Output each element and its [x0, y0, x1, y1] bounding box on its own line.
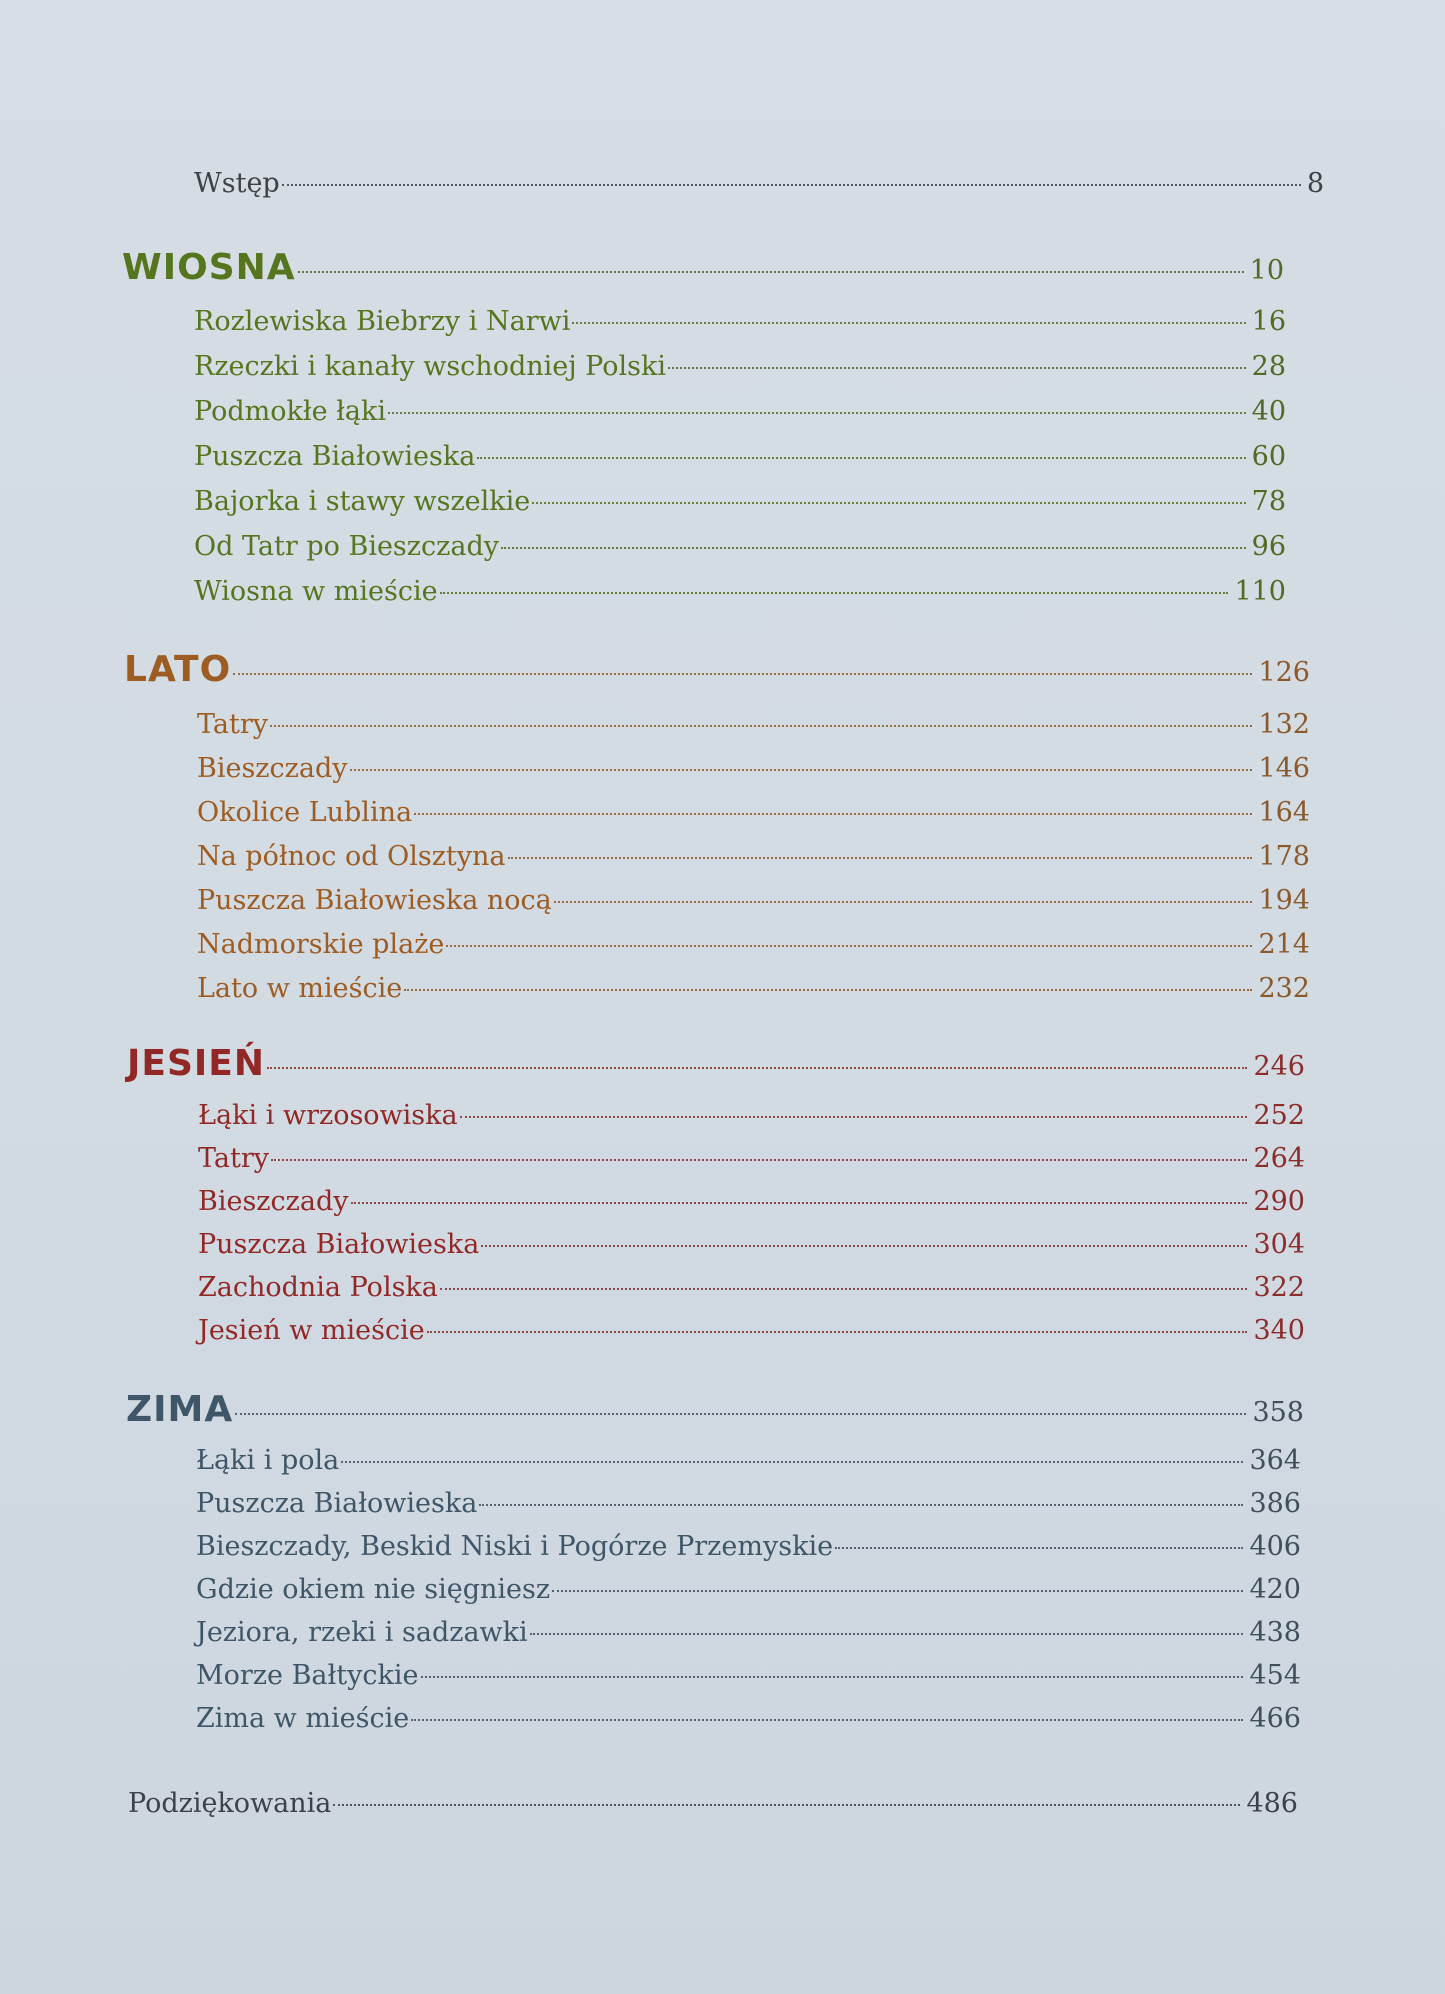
- dot-leader: [333, 1804, 1240, 1806]
- dot-leader: [668, 367, 1246, 369]
- entry-page: 28: [1251, 351, 1286, 382]
- toc-entry[interactable]: [197, 753, 1310, 785]
- toc-entry[interactable]: [198, 1100, 1305, 1132]
- entry-page: 386: [1249, 1488, 1301, 1519]
- entry-page: 486: [1246, 1788, 1298, 1819]
- entry-page: 110: [1234, 576, 1286, 607]
- entry-label: Podziękowania: [128, 1788, 332, 1819]
- entry-page: 322: [1253, 1272, 1305, 1303]
- dot-leader: [421, 1676, 1244, 1678]
- entry-label: Bajorka i stawy wszelkie: [194, 486, 531, 517]
- dot-leader: [479, 1504, 1243, 1506]
- dot-leader: [350, 769, 1253, 771]
- entry-page: 146: [1258, 753, 1310, 784]
- entry-label: Bieszczady, Beskid Niski i Pogórze Przemyskie: [196, 1531, 834, 1562]
- toc-entry[interactable]: [196, 1574, 1301, 1606]
- dot-leader: [446, 945, 1252, 947]
- toc-entry-acknowledgements[interactable]: [128, 1788, 1298, 1820]
- entry-label: Puszcza Białowieska: [198, 1229, 480, 1260]
- entry-label: Na północ od Olsztyna: [197, 841, 506, 872]
- dot-leader: [235, 1413, 1246, 1415]
- dot-leader: [501, 547, 1246, 549]
- toc-entry-intro[interactable]: [194, 168, 1324, 200]
- entry-page: 232: [1258, 973, 1310, 1004]
- entry-label: Tatry: [198, 1143, 270, 1174]
- entry-page: 78: [1251, 486, 1286, 517]
- entry-label: Gdzie okiem nie sięgniesz: [196, 1574, 551, 1605]
- section-title: WIOSNA: [122, 247, 296, 288]
- entry-page: 406: [1249, 1531, 1301, 1562]
- toc-entry[interactable]: [196, 1660, 1301, 1692]
- section-page: 126: [1258, 657, 1310, 688]
- entry-label: Rzeczki i kanały wschodniej Polski: [194, 351, 666, 382]
- entry-label: Lato w mieście: [197, 973, 403, 1004]
- dot-leader: [414, 813, 1252, 815]
- section-heading-jesien[interactable]: [127, 1042, 1305, 1085]
- entry-label: Bieszczady: [198, 1186, 349, 1217]
- entry-page: 96: [1251, 531, 1286, 562]
- section-heading-lato[interactable]: [124, 648, 1310, 691]
- toc-entry[interactable]: [194, 396, 1286, 428]
- dot-leader: [270, 725, 1252, 727]
- dot-leader: [440, 592, 1229, 594]
- entry-label: Tatry: [197, 709, 269, 740]
- dot-leader: [282, 184, 1301, 186]
- dot-leader: [411, 1719, 1243, 1721]
- entry-page: 364: [1249, 1445, 1301, 1476]
- entry-label: Rozlewiska Biebrzy i Narwi: [194, 306, 571, 337]
- entry-page: 264: [1253, 1143, 1305, 1174]
- entry-page: 420: [1249, 1574, 1301, 1605]
- toc-entry[interactable]: [197, 885, 1310, 917]
- entry-page: 252: [1253, 1100, 1305, 1131]
- entry-label: Łąki i pola: [196, 1445, 340, 1476]
- dot-leader: [267, 1067, 1247, 1069]
- toc-entry[interactable]: [194, 486, 1286, 518]
- toc-entry[interactable]: [197, 797, 1310, 829]
- section-title: ZIMA: [126, 1389, 234, 1430]
- toc-entry[interactable]: [197, 973, 1310, 1005]
- entry-page: 132: [1258, 709, 1310, 740]
- section-heading-wiosna[interactable]: [122, 246, 1284, 289]
- dot-leader: [404, 989, 1252, 991]
- entry-page: 214: [1258, 929, 1310, 960]
- entry-label: Wstęp: [194, 168, 280, 199]
- dot-leader: [477, 457, 1245, 459]
- toc-entry[interactable]: [198, 1143, 1305, 1175]
- dot-leader: [298, 271, 1244, 273]
- toc-entry[interactable]: [197, 841, 1310, 873]
- toc-entry[interactable]: [194, 441, 1286, 473]
- dot-leader: [552, 1590, 1243, 1592]
- dot-leader: [835, 1547, 1243, 1549]
- section-title: JESIEŃ: [127, 1043, 266, 1084]
- entry-label: Puszcza Białowieska nocą: [197, 885, 552, 916]
- toc-entry[interactable]: [198, 1186, 1305, 1218]
- dot-leader: [388, 412, 1246, 414]
- entry-label: Okolice Lublina: [197, 797, 413, 828]
- entry-page: 178: [1258, 841, 1310, 872]
- section-title: LATO: [124, 649, 232, 690]
- dot-leader: [508, 857, 1253, 859]
- entry-page: 60: [1251, 441, 1286, 472]
- entry-page: 438: [1249, 1617, 1301, 1648]
- entry-page: 164: [1258, 797, 1310, 828]
- dot-leader: [481, 1245, 1247, 1247]
- toc-entry[interactable]: [197, 709, 1310, 741]
- entry-label: Zachodnia Polska: [198, 1272, 438, 1303]
- toc-entry[interactable]: [194, 531, 1286, 563]
- toc-entry[interactable]: [196, 1617, 1301, 1649]
- toc-entry[interactable]: [194, 576, 1286, 608]
- entry-page: 194: [1258, 885, 1310, 916]
- entry-label: Jesień w mieście: [198, 1315, 425, 1346]
- dot-leader: [530, 1633, 1244, 1635]
- entry-page: 8: [1306, 168, 1324, 199]
- toc-entry[interactable]: [198, 1315, 1305, 1347]
- entry-page: 304: [1253, 1229, 1305, 1260]
- toc-entry[interactable]: [198, 1272, 1305, 1304]
- toc-entry[interactable]: [196, 1445, 1301, 1477]
- entry-label: Od Tatr po Bieszczady: [194, 531, 499, 562]
- entry-label: Puszcza Białowieska: [196, 1488, 478, 1519]
- dot-leader: [572, 322, 1245, 324]
- entry-page: 466: [1249, 1703, 1301, 1734]
- entry-label: Wiosna w mieście: [194, 576, 438, 607]
- entry-label: Morze Bałtyckie: [196, 1660, 419, 1691]
- dot-leader: [427, 1331, 1248, 1333]
- entry-page: 40: [1251, 396, 1286, 427]
- entry-label: Puszcza Białowieska: [194, 441, 476, 472]
- entry-label: Nadmorskie plaże: [197, 929, 445, 960]
- toc-entry[interactable]: [196, 1531, 1301, 1563]
- entry-page: 290: [1253, 1186, 1305, 1217]
- entry-label: Podmokłe łąki: [194, 396, 386, 427]
- dot-leader: [554, 901, 1253, 903]
- dot-leader: [440, 1288, 1248, 1290]
- dot-leader: [351, 1202, 1248, 1204]
- dot-leader: [341, 1461, 1243, 1463]
- section-page: 358: [1252, 1397, 1304, 1428]
- toc-entry[interactable]: [194, 306, 1286, 338]
- toc-entry[interactable]: [197, 929, 1310, 961]
- dot-leader: [532, 502, 1245, 504]
- entry-page: 16: [1251, 306, 1286, 337]
- toc-entry[interactable]: [194, 351, 1286, 383]
- entry-label: Zima w mieście: [196, 1703, 410, 1734]
- dot-leader: [271, 1159, 1247, 1161]
- toc-entry[interactable]: [196, 1488, 1301, 1520]
- entry-label: Jeziora, rzeki i sadzawki: [196, 1617, 528, 1648]
- section-heading-zima[interactable]: [126, 1388, 1304, 1431]
- entry-label: Łąki i wrzosowiska: [198, 1100, 458, 1131]
- dot-leader: [460, 1116, 1248, 1118]
- section-page: 10: [1249, 255, 1284, 286]
- toc-entry[interactable]: [198, 1229, 1305, 1261]
- dot-leader: [233, 673, 1252, 675]
- entry-page: 454: [1249, 1660, 1301, 1691]
- entry-label: Bieszczady: [197, 753, 348, 784]
- entry-page: 340: [1253, 1315, 1305, 1346]
- section-page: 246: [1253, 1051, 1305, 1082]
- toc-entry[interactable]: [196, 1703, 1301, 1735]
